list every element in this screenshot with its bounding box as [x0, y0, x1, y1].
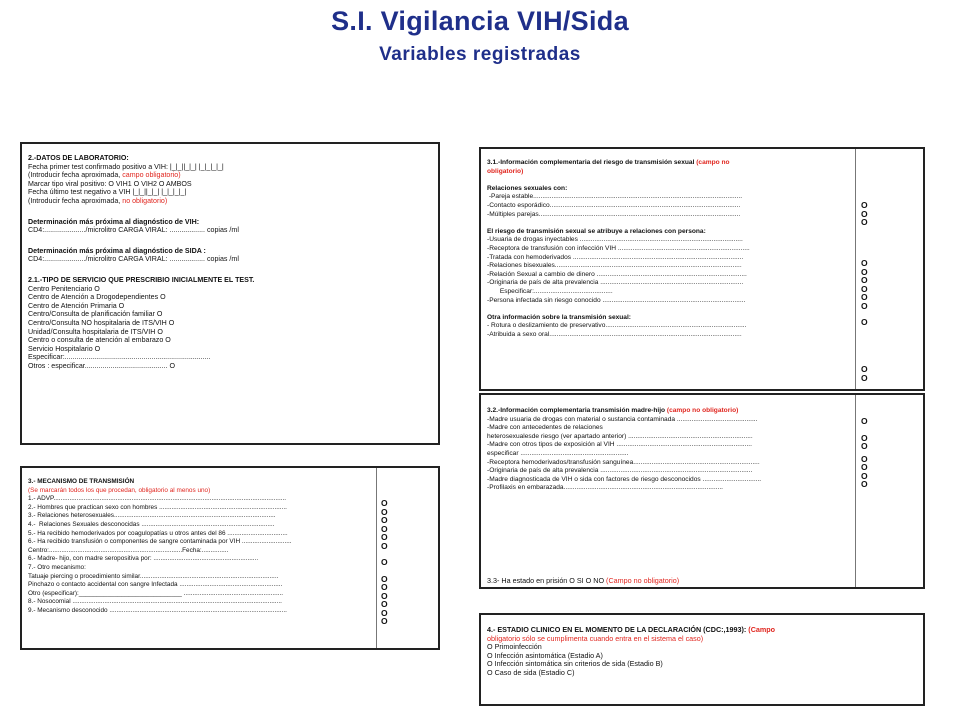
column-divider [376, 468, 377, 648]
radio-circle[interactable]: O [861, 453, 868, 464]
radio-circle[interactable]: O [861, 479, 868, 489]
lab-line: (Introducir fecha aproximada, no obligatorio) [28, 196, 168, 205]
mother-radio-column [861, 417, 868, 489]
lab-section-title: 2.-DATOS DE LABORATORIO: [28, 154, 129, 162]
stage-section-title: 4.- ESTADIO CLINICO EN EL MOMENTO DE LA DECLARACIÓN (CDC:,1993): (Campo [487, 625, 776, 634]
column-divider [855, 149, 856, 389]
panel-transmission-mechanism [20, 466, 440, 650]
radio-circle[interactable]: O [381, 616, 388, 626]
stage-note: obligatorio sólo se cumplimenta cuando entra en el sistema el caso) [487, 633, 704, 643]
transmission-item: 1.- ADVP................................................................................................................................... [28, 495, 287, 503]
mother-item: -Madre diagnosticada de VIH o sida con factores de riesgo desconocidos ................................ [487, 475, 762, 483]
sexual-lines [487, 159, 750, 339]
mother-lines [487, 407, 761, 493]
sexual-item: -Contacto esporádico........................................................................................................ [487, 201, 741, 209]
mother-item: especificar ........................................................... [487, 449, 629, 457]
sexual-item: -Receptora de transfusión con infección VIH ........................................................................ [487, 244, 750, 252]
transmission-item: 7.- Otro mecanismo: [28, 563, 86, 571]
service-option[interactable]: Centro de Atención Primaria O [28, 301, 125, 310]
sexual-item: -Pareja estable.................................................................................................................. [487, 193, 743, 201]
sexual-item: -Usuaria de drogas inyectables ......................................................................................... [487, 236, 743, 244]
radio-circle[interactable]: O [861, 441, 868, 451]
stage-option[interactable]: O Infección sintomática sin criterios de sida (Estadio B) [487, 659, 663, 669]
lab-lines [28, 154, 254, 370]
stage-lines [487, 626, 775, 678]
service-option[interactable]: Centro o consulta de atención al embarazo O [28, 336, 171, 345]
sexual-radio-column-a [861, 201, 868, 227]
transmission-section-title: 3.- MECANISMO DE TRANSMISIÓN [28, 478, 135, 485]
panel-laboratory-data [20, 142, 440, 445]
prison-line [487, 577, 679, 586]
page-subtitle: Variables registradas [379, 44, 581, 65]
radio-circle[interactable]: O [861, 208, 868, 219]
stage-option[interactable]: O Caso de sida (Estadio C) [487, 667, 575, 677]
radio-circle[interactable]: O [861, 200, 868, 210]
radio-circle[interactable]: O [861, 275, 868, 285]
radio-circle[interactable]: O [381, 590, 388, 601]
column-divider [855, 395, 856, 587]
radio-circle[interactable]: O [861, 266, 868, 277]
radio-circle[interactable]: O [861, 470, 868, 481]
radio-circle[interactable]: O [381, 506, 388, 517]
radio-circle[interactable]: O [381, 498, 388, 508]
mother-item: heterosexualesde riesgo (ver apartado anterior) .................................................................... [487, 432, 753, 440]
transmission-item: Centro:...........................................................................Fecha:............... [28, 546, 229, 554]
transmission-item: 6.- Madre- hijo, con madre seropositiva por: ........................................................... [28, 555, 259, 563]
transmission-item: Otro (especificar):_____________________________ ........................................................ [28, 589, 284, 597]
lab-heading: Determinación más próxima al diagnóstico de VIH: [28, 217, 200, 226]
transmission-item: Pinchazo o contacto accidental con sangre Infectada .......................................................... [28, 581, 283, 589]
mother-item: -Madre usuaria de drogas con material o sustancia contaminada ............................................ [487, 415, 758, 423]
service-option[interactable]: Centro/Consulta NO hospitalaria de ITS/VIH O [28, 318, 175, 327]
service-option[interactable]: Centro Penitenciario O [28, 284, 100, 293]
sexual-item: -Originaria de país de alta prevalencia .............................................................................. [487, 279, 744, 287]
sexual-item: -Atribuida a sexo oral......................................................................................................... [487, 330, 742, 338]
panel-mother-child [479, 393, 925, 589]
lab-line: CD4:...................../microlitro CARGA VIRAL: .................. copias /ml [28, 226, 239, 235]
transmission-note: (Se marcarán todos los que procedan, obligatorio al menos uno) [28, 486, 211, 494]
service-option[interactable]: Unidad/Consulta hospitalaria de ITS/VIH O [28, 327, 163, 336]
radio-circle[interactable]: O [861, 283, 868, 294]
service-option[interactable]: Centro/Consulta de planificación familiar O [28, 310, 163, 319]
transmission-item: 8.- Nosocomial ...................................................................................................................... [28, 598, 282, 606]
sexual-item: -Tratada con hemoderivados ............................................................................................. [487, 253, 744, 261]
service-option[interactable]: Otros : especificar.......................................... O [28, 361, 176, 370]
sexual-item: -Múltiples parejas.............................................................................................................. [487, 210, 741, 218]
radio-circle[interactable]: O [381, 573, 388, 584]
lab-heading: 2.1.-TIPO DE SERVICIO QUE PRESCRIBIO INICIALMENTE EL TEST. [28, 275, 255, 284]
sexual-radio-column-b [861, 259, 868, 327]
mother-item: -Profilaxis en embarazada....................................................................................... [487, 484, 723, 492]
transmission-item: 2.- Hombres que practican sexo con hombres ........................................................................ [28, 503, 287, 511]
page-title: S.I. Vigilancia VIH/Sida [331, 6, 629, 36]
transmission-item: 6.- Ha recibido transfusión o componentes de sangre contaminada por VIH ............................ [28, 538, 292, 546]
sexual-heading: Otra información sobre la transmisión sexual: [487, 313, 632, 321]
radio-circle[interactable]: O [381, 540, 388, 551]
transmission-item: 5.- Ha recibido hemoderivados por coagulopatías u otros antes del 86 .................................. [28, 529, 288, 537]
service-option[interactable]: Servicio Hospitalario O [28, 344, 101, 353]
sexual-note: obligatorio) [487, 167, 524, 175]
lab-line: Marcar tipo viral positivo: O VIH1 O VIH2 O AMBOS [28, 179, 192, 188]
prison-question[interactable]: 3.3- Ha estado en prisión O SI O NO (Campo no obligatorio) [487, 576, 680, 585]
transmission-item: 3.- Relaciones heterosexuales........................................................................................... [28, 512, 276, 520]
service-option[interactable]: Centro de Atención a Drogodependientes O [28, 293, 166, 302]
panel-clinical-stage [479, 613, 925, 706]
radio-circle[interactable]: O [861, 317, 868, 327]
mother-item: -Madre con antecedentes de relaciones [487, 424, 603, 432]
radio-circle[interactable]: O [381, 607, 388, 618]
sexual-item: -Relación Sexual a cambio de dinero .................................................................................. [487, 270, 747, 278]
stage-option[interactable]: O Infección asintomática (Estadio A) [487, 650, 603, 660]
radio-circle[interactable]: O [381, 532, 388, 542]
lab-line: (Introducir fecha aproximada, campo obligatorio) [28, 171, 181, 180]
mother-item: -Originaria de país de alta prevalencia ................................................................................... [487, 467, 753, 475]
radio-circle[interactable]: O [861, 432, 868, 443]
radio-circle[interactable]: O [861, 372, 868, 383]
sexual-item: -Persona infectada sin riesgo conocido .............................................................................. [487, 296, 746, 304]
sexual-radio-column-c [861, 365, 868, 382]
lab-line: Fecha primer test confirmado positivo a VIH: |_|_||_|_| |_|_|_|_| [28, 162, 224, 171]
radio-circle[interactable]: O [861, 462, 868, 472]
stage-option[interactable]: O Primoinfección [487, 642, 542, 652]
radio-circle[interactable]: O [381, 599, 388, 609]
panel-sexual-transmission [479, 147, 925, 391]
transmission-item: 9.- Mecanismo desconocido .................................................................................................... [28, 606, 287, 614]
lab-line: CD4:...................../microlitro CARGA VIRAL: .................. copias /ml [28, 255, 239, 264]
specify-field[interactable]: Especificar:.......................................................................... [28, 353, 211, 362]
sexual-item: - Rotura o deslizamiento de preservativo............................................................................. [487, 322, 747, 330]
radio-circle[interactable]: O [861, 258, 868, 268]
sexual-item: -Relaciones bisexuales...................................................................................................... [487, 262, 742, 270]
radio-circle[interactable]: O [861, 364, 868, 374]
lab-line: Fecha último test negativo a VIH |_|_||_|_| |_|_|_|_| [28, 188, 187, 197]
sexual-item: Especificar:........................................... [487, 287, 613, 295]
sexual-heading: El riesgo de transmisión sexual se atribuye a relaciones con persona: [487, 227, 706, 235]
sexual-section-title: 3.1.-Información complementaria del riesgo de transmisión sexual (campo no [487, 159, 730, 166]
mother-item: -Madre con otros tipos de exposición al VIH .......................................................................... [487, 441, 752, 449]
transmission-lines [28, 478, 292, 616]
sexual-heading: Relaciones sexuales con: [487, 184, 568, 192]
lab-heading: Determinación más próxima al diagnóstico de SIDA : [28, 246, 206, 255]
radio-circle[interactable]: O [381, 557, 388, 567]
transmission-item: Tatuaje piercing o procedimiento similar.............................................................................. [28, 572, 279, 580]
radio-circle[interactable]: O [861, 416, 868, 426]
radio-circle[interactable]: O [381, 523, 388, 534]
radio-circle[interactable]: O [381, 515, 388, 525]
transmission-item: 4.- Relaciones Sexuales desconocidas ........................................................................... [28, 520, 275, 528]
mother-section-title: 3.2.-Información complementaria transmisión madre-hijo (campo no obligatorio) [487, 407, 739, 414]
radio-circle[interactable]: O [861, 217, 868, 227]
mother-item: -Receptora hemoderivados/transfusión sanguínea..................................................................... [487, 458, 760, 466]
radio-circle[interactable]: O [861, 292, 868, 302]
radio-circle[interactable]: O [381, 582, 388, 592]
radio-circle[interactable]: O [861, 300, 868, 311]
transmission-radio-column [381, 499, 388, 626]
